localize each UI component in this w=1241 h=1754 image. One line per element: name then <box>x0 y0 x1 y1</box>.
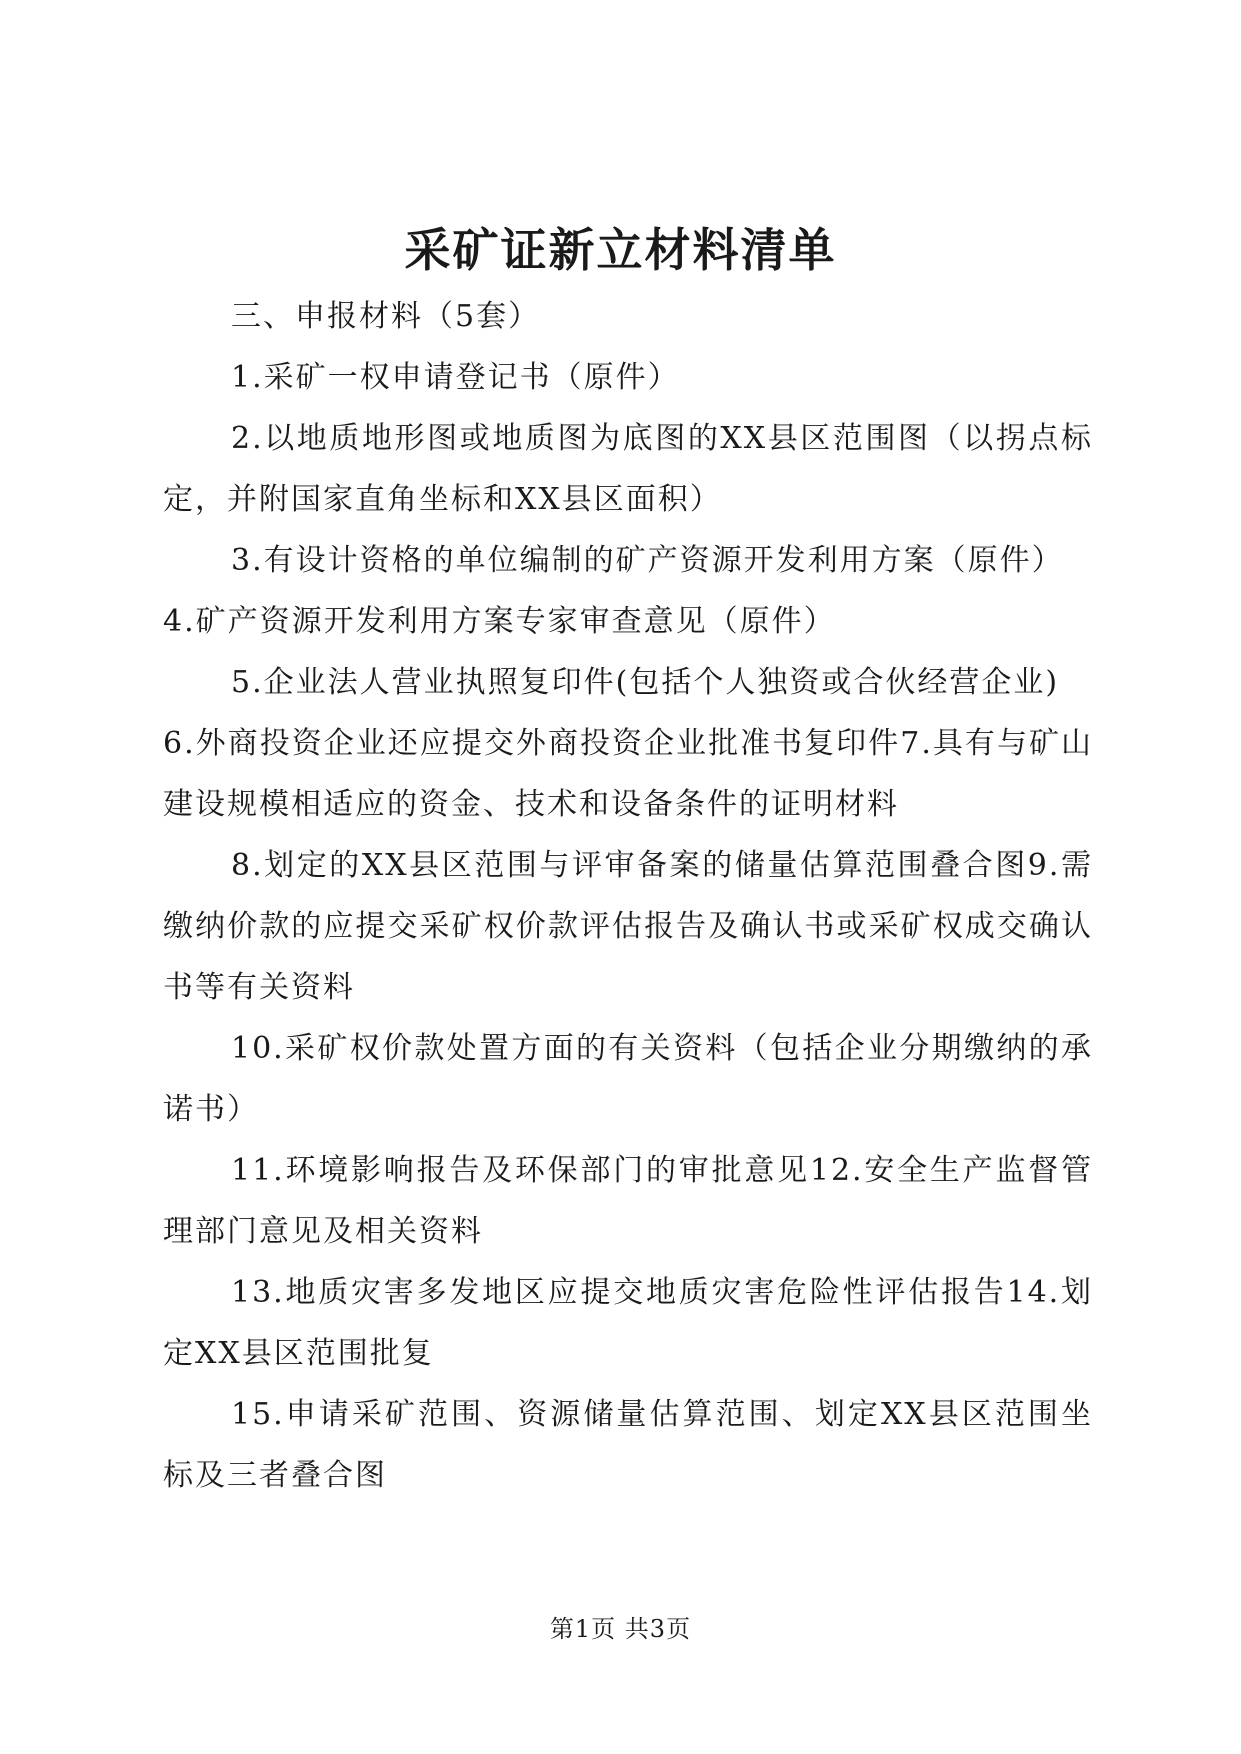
list-item: 15.申请采矿范围、资源储量估算范围、划定XX县区范围坐标及三者叠合图 <box>163 1397 1093 1493</box>
list-item: 2.以地质地形图或地质图为底图的XX县区范围图（以拐点标定，并附国家直角坐标和XX县区面积） <box>163 421 1093 517</box>
section-heading: 三、申报材料（5套） <box>231 299 541 334</box>
document-body <box>163 286 1093 1506</box>
list-item: 13.地质灾害多发地区应提交地质灾害危险性评估报告14.划定XX县区范围批复 <box>163 1275 1093 1371</box>
list-item: 10.采矿权价款处置方面的有关资料（包括企业分期缴纳的承诺书） <box>163 1031 1093 1127</box>
list-item: 11.环境影响报告及环保部门的审批意见12.安全生产监督管理部门意见及相关资料 <box>163 1153 1093 1249</box>
document-title: 采矿证新立材料清单 <box>404 223 837 277</box>
list-item: 8.划定的XX县区范围与评审备案的储量估算范围叠合图9.需缴纳价款的应提交采矿权价款评估报告及确认书或采矿权成交确认书等有关资料 <box>163 848 1093 1005</box>
list-item: 3.有设计资格的单位编制的矿产资源开发利用方案（原件） <box>231 543 1064 578</box>
list-item: 4.矿产资源开发利用方案专家审查意见（原件） <box>163 604 836 639</box>
list-item: 6.外商投资企业还应提交外商投资企业批准书复印件7.具有与矿山建设规模相适应的资金、技术和设备条件的证明材料 <box>163 726 1093 822</box>
page-footer: 第1页 共3页 <box>549 1615 692 1643</box>
list-item: 5.企业法人营业执照复印件(包括个人独资或合伙经营企业) <box>231 665 1060 700</box>
list-item: 1.采矿一权申请登记书（原件） <box>231 360 680 395</box>
